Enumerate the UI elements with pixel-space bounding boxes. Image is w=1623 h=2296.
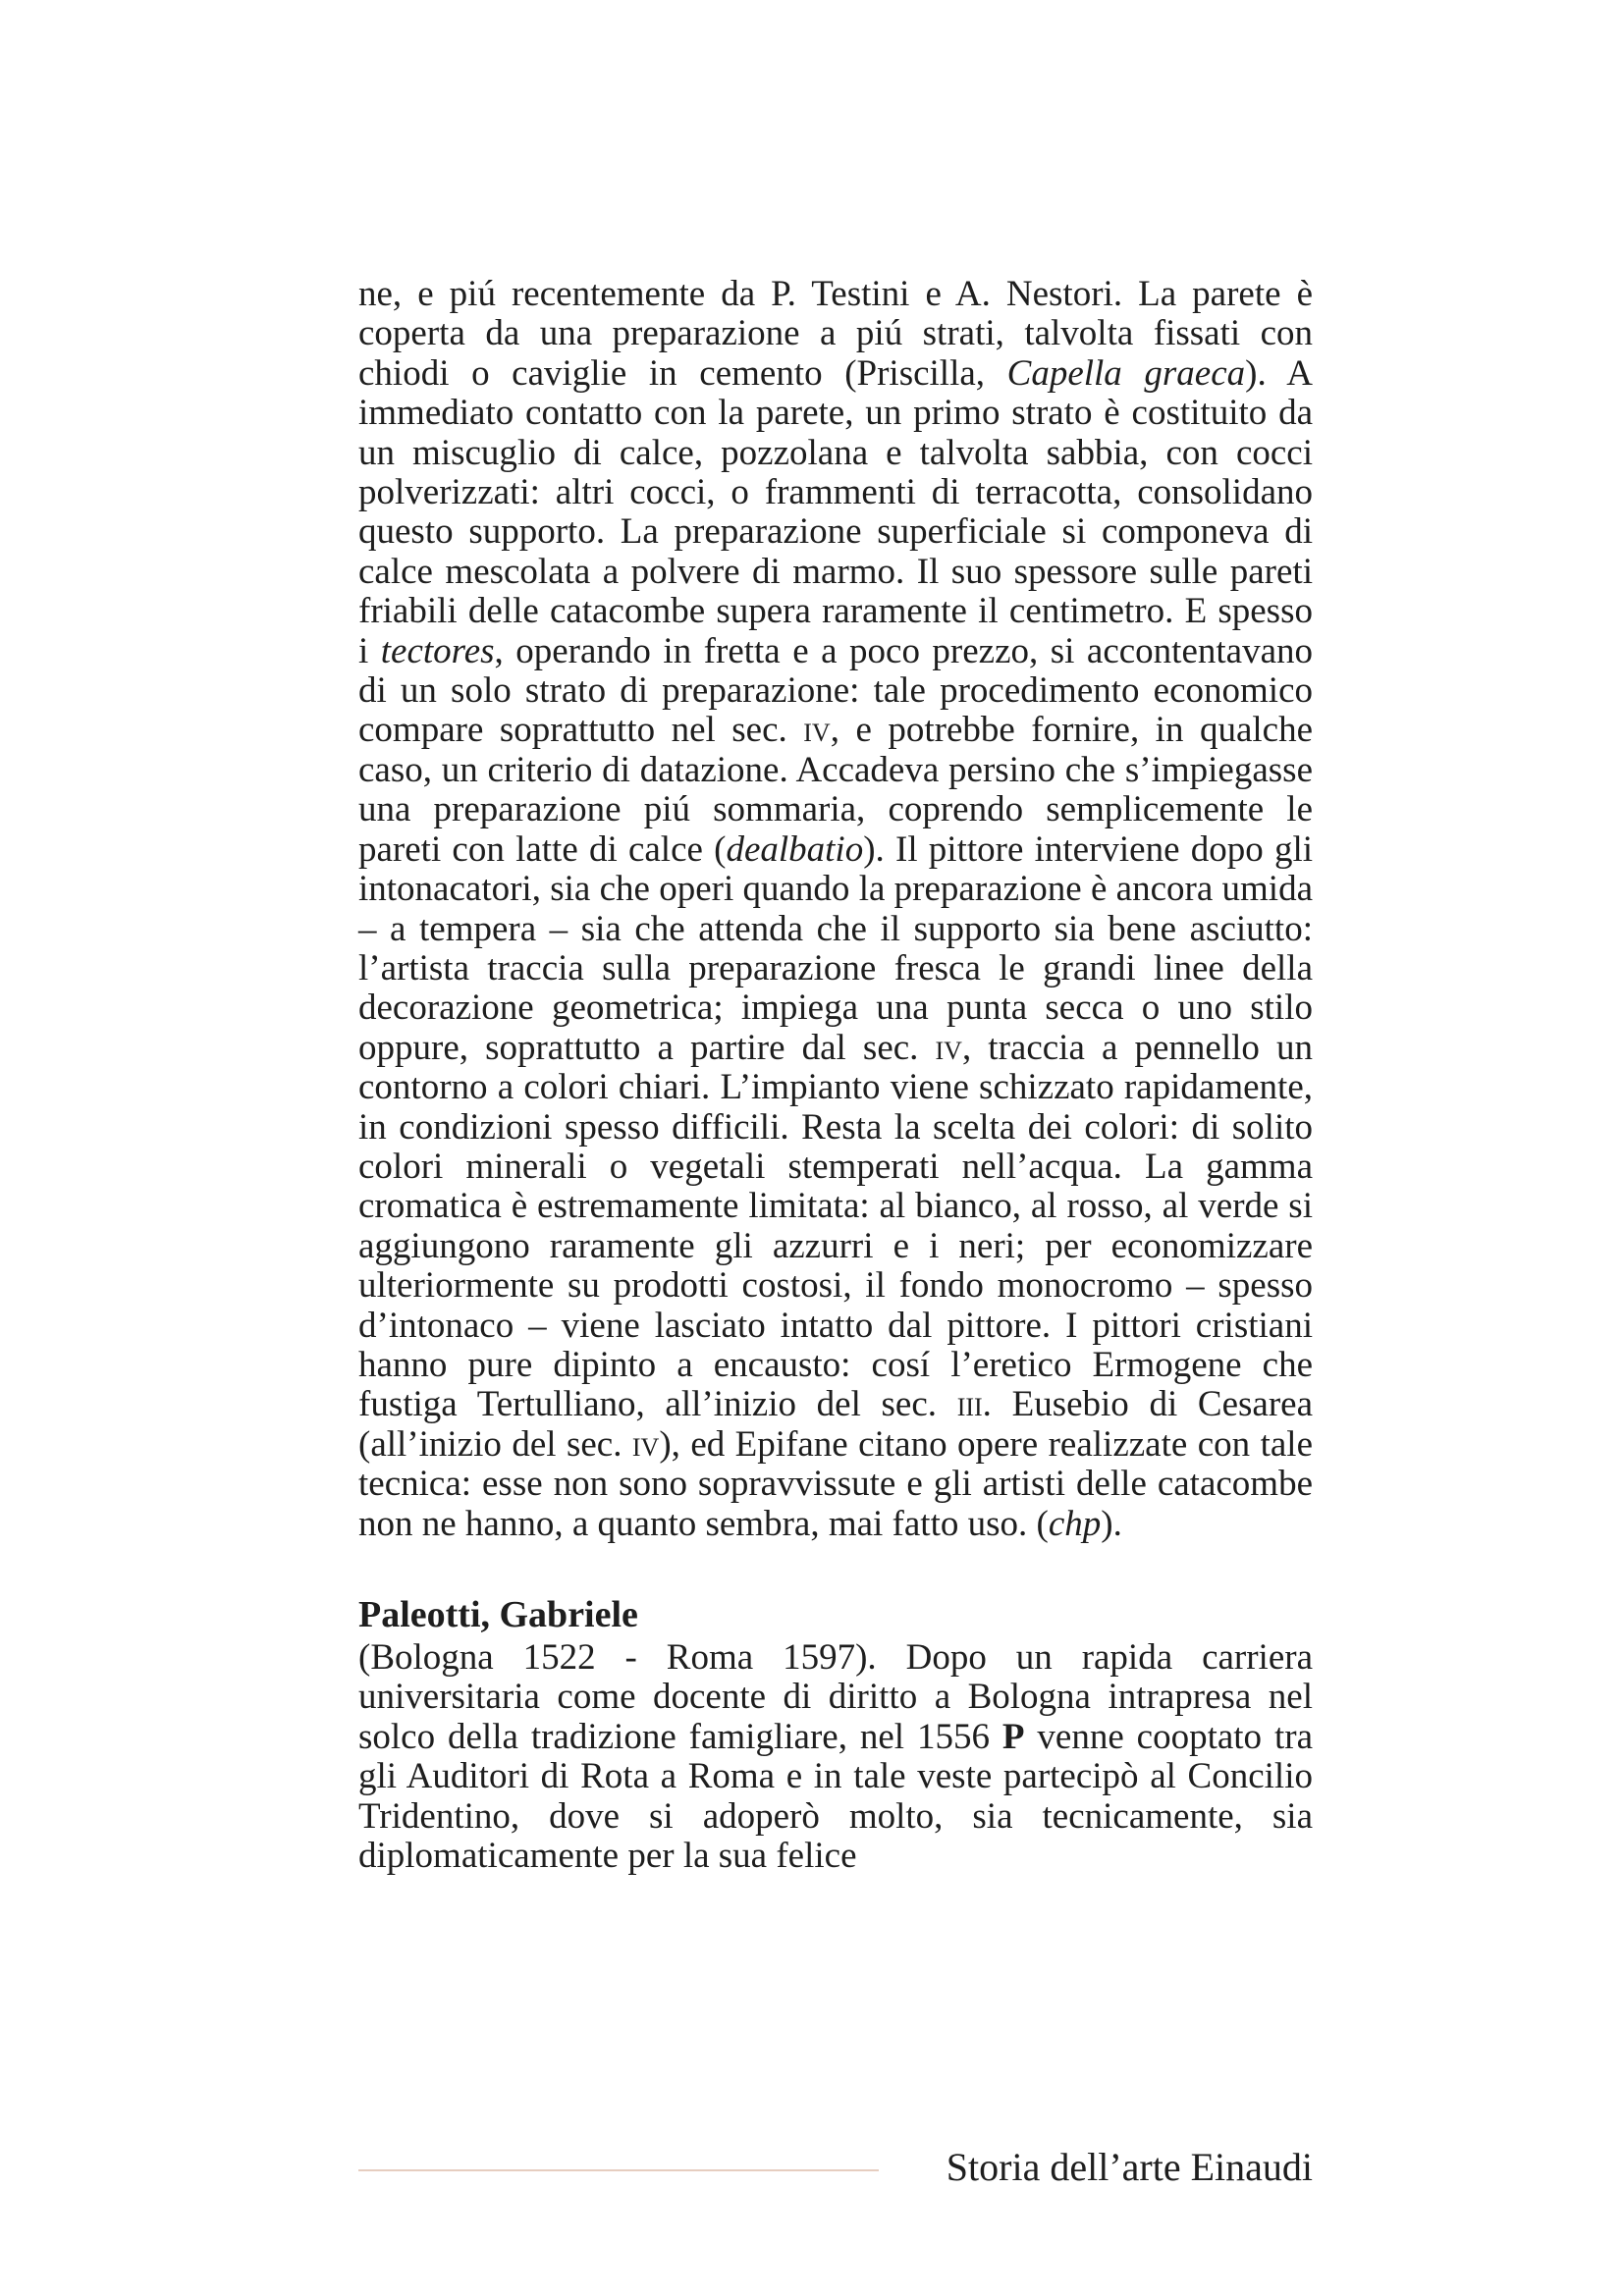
entry-heading: Paleotti, Gabriele bbox=[358, 1594, 638, 1635]
text-run: ), ed Epifane citano opere realizzate con tale tecnica: esse non sono sopravvissute e gli artisti delle catacombe non ne hanno, a quanto sembra, mai fatto uso. ( bbox=[358, 1423, 1313, 1544]
paragraph-pittura-catacombe bbox=[358, 275, 1313, 1544]
paragraph-paleotti bbox=[358, 1638, 1313, 1876]
century-numeral: iv bbox=[631, 1423, 660, 1465]
text-run: ne, e piú recentemente da P. Testini e A. Nestori. La parete è coperta da una preparazione a piú strati, talvolta fissati con chiodi o caviglie in cemento (Priscilla, bbox=[358, 274, 1313, 394]
text-run: . Eusebio di Cesarea (all’inizio del sec. bbox=[358, 1384, 1313, 1465]
text-column bbox=[358, 275, 1313, 1876]
entry-initial: P bbox=[1001, 1716, 1025, 1757]
text-run: ). A immediato contatto con la parete, un primo strato è costituito da un miscuglio di calce, pozzolana e talvolta sabbia, con cocci polverizzati: altri cocci, o frammenti di terracotta, consolidano questo supporto. La preparazione superficiale si componeva di calce mescolata a polvere di marmo. Il suo spessore sulle pareti friabili delle catacombe supera raramente il centimetro. E spesso i bbox=[358, 352, 1314, 671]
text-run: , operando in fretta e a poco prezzo, si accontentavano di un solo strato di preparazione: tale procedimento economico compare soprattutto nel sec. bbox=[358, 630, 1313, 751]
author-initials: chp bbox=[1048, 1503, 1102, 1544]
text-run: ). Il pittore interviene dopo gli intonacatori, sia che operi quando la preparazione è ancora umida – a tempera – sia che attenda che il supporto sia bene asciutto: l’artista traccia sulla preparazione fresca le grandi linee della decorazione geometrica; impiega una punta secca o uno stilo oppure, soprattutto a partire dal sec. bbox=[358, 828, 1314, 1068]
century-numeral: iv bbox=[803, 710, 831, 751]
text-run: , traccia a pennello un contorno a colori chiari. L’impianto viene schizzato rapidamente, in condizioni spesso difficili. Resta la scelta dei colori: di solito colori minerali o vegetali stemperati nell’acqua. La gamma cromatica è estremamente limitata: al bianco, al rosso, al verde si aggiungono raramente gli azzurri e i neri; per economizzare ulteriormente su prodotti costosi, il fondo monocromo – spesso d’intonaco – viene lasciato intatto dal pittore. I pittori cristiani hanno pure dipinto a encausto: cosí l’eretico Ermogene che fustiga Tertulliano, all’inizio del sec. bbox=[358, 1027, 1313, 1425]
italic-term: Capella graeca bbox=[1006, 352, 1246, 394]
century-numeral: iv bbox=[935, 1027, 962, 1068]
footer-publisher: Storia dell’arte Einaudi bbox=[946, 2145, 1313, 2189]
text-run: venne cooptato tra gli Auditori di Rota a Roma e in tale veste partecipò al Concilio Tridentino, dove si adoperò molto, sia tecnicamente, sia diplomaticamente per la sua felice bbox=[358, 1716, 1313, 1877]
text-run: (Bologna 1522 - Roma 1597). Dopo un rapida carriera universitaria come docente di diritto a Bologna intrapresa nel solco della tradizione famigliare, nel 1556 bbox=[358, 1637, 1313, 1757]
text-run: ). bbox=[1101, 1503, 1122, 1544]
italic-term: tectores bbox=[380, 630, 495, 671]
text-run: , e potrebbe fornire, in qualche caso, un criterio di datazione. Accadeva persino che s’impiegasse una preparazione piú sommaria, coprendo semplicemente le pareti con latte di calce ( bbox=[358, 710, 1313, 870]
italic-term: dealbatio bbox=[726, 828, 864, 870]
footer-rule bbox=[358, 2169, 879, 2171]
century-numeral: iii bbox=[956, 1384, 983, 1425]
